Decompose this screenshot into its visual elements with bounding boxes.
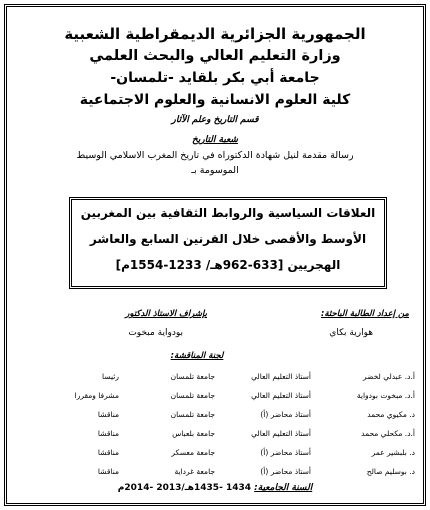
- member-role: مناقشا: [97, 467, 119, 476]
- member-name: أ.د. عبدلي لخضر: [363, 372, 415, 381]
- member-name: د. مكيوي محمد: [367, 410, 415, 419]
- member-role: رئيسا: [102, 372, 119, 381]
- table-row: [29, 424, 415, 443]
- member-university: جامعة معسكر: [171, 448, 215, 457]
- member-rank: أستاذ التعليم العالي: [251, 429, 311, 438]
- member-name: أ.د. مكحلي محمد: [361, 429, 415, 438]
- thesis-description: رسالة مقدمة لنيل شهادة الدكتوراه في تاريخ المغرب الاسلامي الوسيط: [76, 150, 354, 161]
- document-page: [4, 4, 426, 506]
- committee-table: [29, 367, 415, 481]
- committee-title: لجنة المناقشة:: [170, 351, 224, 361]
- faculty-name: كلية العلوم الانسانية والعلوم الاجتماعية: [79, 92, 351, 108]
- member-rank: أستاذ التعليم العالي: [251, 391, 311, 400]
- table-row: [29, 367, 415, 386]
- university-name: جامعة أبي بكر بلقايد -تلمسان-: [110, 70, 320, 86]
- member-university: جامعة بلعباس: [172, 429, 215, 438]
- member-university: جامعة تلمسان: [170, 410, 215, 419]
- thesis-title-box: [69, 197, 387, 289]
- member-name: د. بلبشير عمر: [371, 448, 415, 457]
- author-label: من إعداد الطالبة الباحثة:: [320, 309, 409, 319]
- academic-year-value: 1434 -1435هـ/2013 -2014م: [117, 483, 252, 493]
- thesis-title-line-1: العلاقات السياسية والروابط الثقافية بين المغربين: [80, 206, 376, 220]
- member-rank: أستاذ محاضر (أ): [260, 448, 311, 457]
- author-name: هوارية بكاي: [329, 328, 373, 338]
- member-university: جامعة تلمسان: [170, 391, 215, 400]
- member-rank: أستاذ محاضر (أ): [260, 467, 311, 476]
- member-role: مناقشا: [97, 448, 119, 457]
- member-rank: أستاذ التعليم العالي: [251, 372, 311, 381]
- member-name: أ.د. مبخوت بودواية: [356, 391, 415, 400]
- table-row: [29, 462, 415, 481]
- supervisor-label: بإشراف الاستاذ الدكتور: [125, 309, 207, 319]
- member-role: مناقشا: [97, 410, 119, 419]
- member-rank: أستاذ محاضر (أ): [260, 410, 311, 419]
- thesis-titled: الموسومة بـ: [191, 165, 239, 176]
- table-row: [29, 405, 415, 424]
- thesis-title-line-3: الهجريين [633-962هـ/ 1233-1554م]: [115, 258, 341, 272]
- branch-name: شعبة التاريخ: [192, 135, 238, 145]
- member-university: جامعة غرداية: [174, 467, 215, 476]
- member-university: جامعة تلمسان: [170, 372, 215, 381]
- department-name: قسم التاريخ وعلم الآثار: [171, 115, 259, 125]
- table-row: [29, 443, 415, 462]
- member-role: مشرفا ومقررا: [74, 391, 119, 400]
- ministry-name: وزارة التعليم العالي والبحث العلمي: [89, 48, 341, 64]
- thesis-title-line-2: الأوسط والأقصى خلال القرنين السابع والعاشر: [89, 232, 367, 246]
- academic-year-label: السنة الجامعية:: [254, 483, 313, 493]
- republic-name: الجمهورية الجزائرية الديمقراطية الشعبية: [64, 25, 366, 43]
- page-header: [7, 23, 423, 177]
- academic-year: [7, 481, 423, 495]
- supervisor-block: [47, 307, 207, 341]
- supervisor-name: بودواية مبخوت: [128, 328, 183, 338]
- member-name: د. بوسليم صالح: [366, 467, 415, 476]
- author-block: [249, 307, 409, 341]
- member-role: مناقشا: [97, 429, 119, 438]
- table-row: [29, 386, 415, 405]
